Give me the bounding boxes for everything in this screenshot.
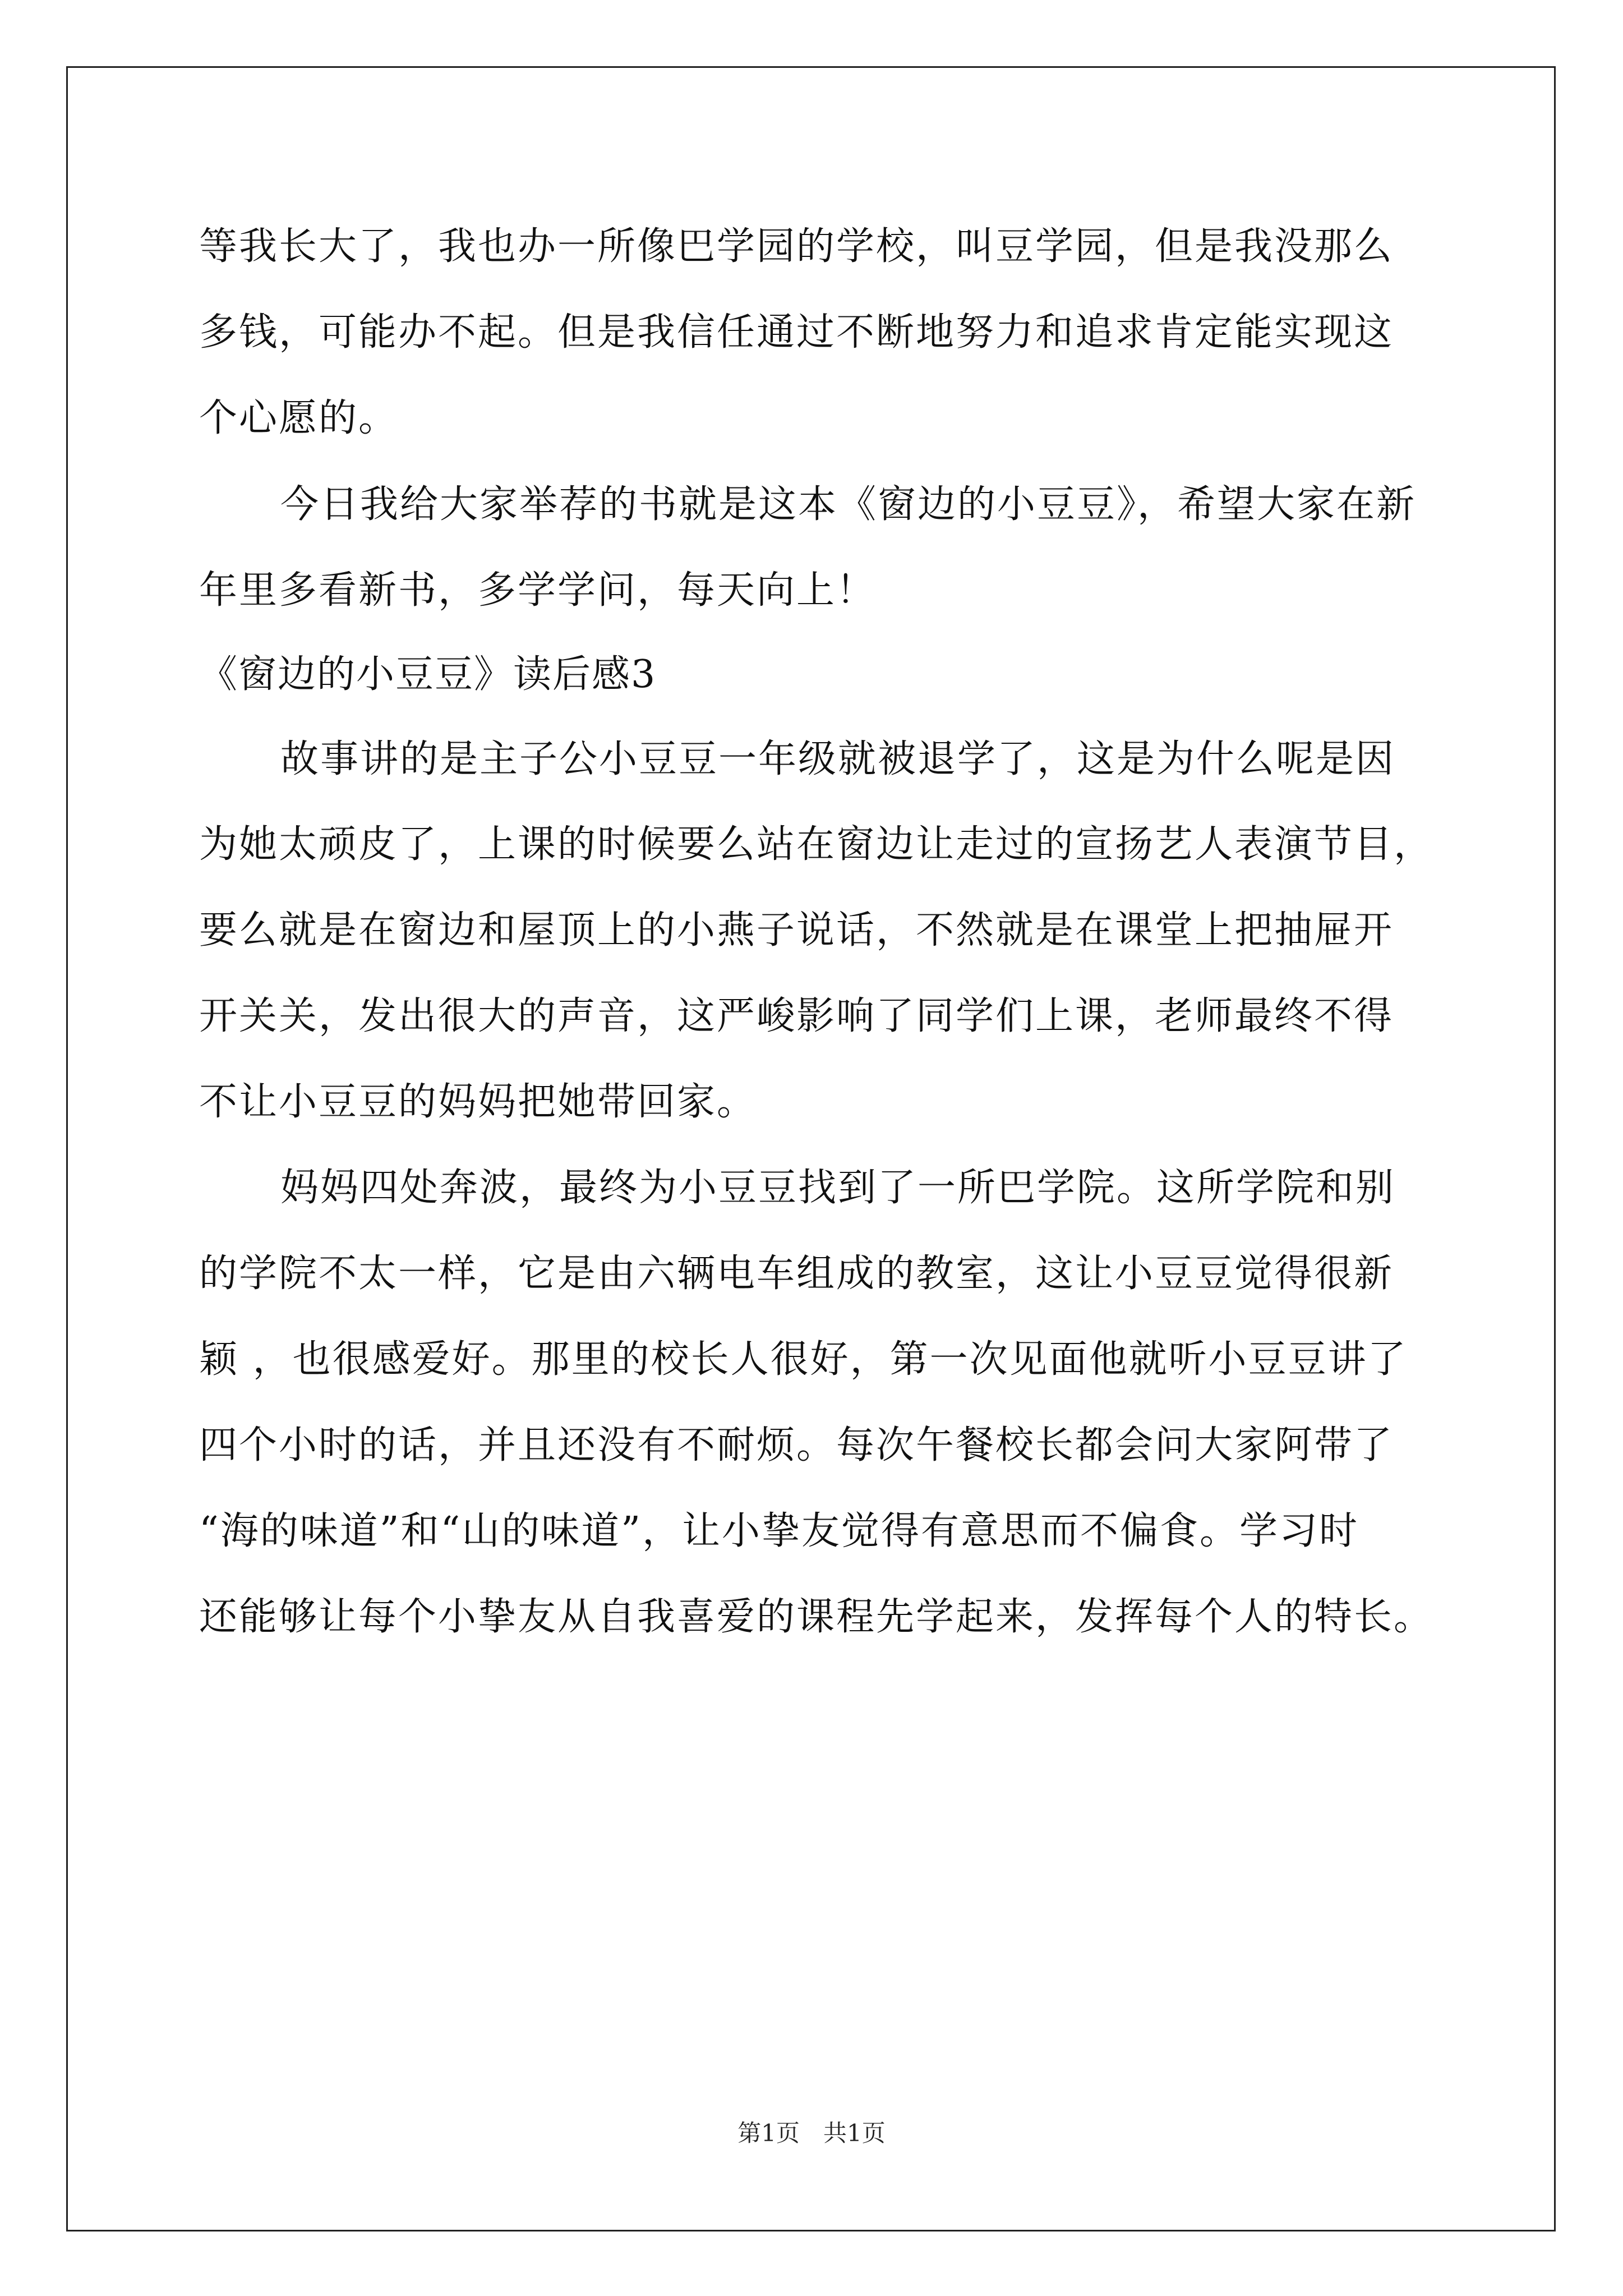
- text-line: “海的味道”和“山的味道”，让小挚友觉得有意思而不偏食。学习时: [199, 1509, 1359, 1553]
- text-line: 年里多看新书，多学学问，每天向上！: [199, 568, 877, 613]
- page-footer: 第1页 共1页: [737, 2119, 886, 2147]
- text-line: 为她太顽皮了，上课的时候要么站在窗边让走过的宣扬艺人表演节目，: [199, 822, 1434, 867]
- text-line: 不让小豆豆的妈妈把她带回家。: [199, 1080, 757, 1124]
- text-line: 个心愿的。: [199, 396, 399, 440]
- text-line: 故事讲的是主子公小豆豆一年级就被退学了，这是为什么呢是因: [280, 737, 1396, 781]
- text-line: 四个小时的话，并且还没有不耐烦。每次午餐校长都会问大家阿带了: [199, 1423, 1394, 1467]
- text-line: 等我长大了，我也办一所像巴学园的学校，叫豆学园，但是我没那么: [199, 224, 1394, 269]
- text-line: 的学院不太一样，它是由六辆电车组成的教室，这让小豆豆觉得很新: [199, 1251, 1394, 1296]
- text-line: 还能够让每个小挚友从自我喜爱的课程先学起来，发挥每个人的特长。: [199, 1595, 1434, 1639]
- text-line: 颖 ，也很感爱好。那里的校长人很好，第一次见面他就听小豆豆讲了: [199, 1337, 1408, 1382]
- text-line: 今日我给大家举荐的书就是这本《窗边的小豆豆》，希望大家在新: [280, 482, 1417, 527]
- text-line: 要么就是在窗边和屋顶上的小燕子说话，不然就是在课堂上把抽屉开: [199, 908, 1394, 953]
- text-line: 多钱，可能办不起。但是我信任通过不断地努力和追求肯定能实现这: [199, 310, 1394, 355]
- text-line: 开关关，发出很大的声音，这严峻影响了同学们上课，老师最终不得: [199, 994, 1394, 1038]
- text-line: 妈妈四处奔波，最终为小豆豆找到了一所巴学院。这所学院和别: [280, 1166, 1396, 1210]
- page-border: [66, 66, 1556, 2231]
- section-heading: 《窗边的小豆豆》读后感3: [199, 652, 657, 697]
